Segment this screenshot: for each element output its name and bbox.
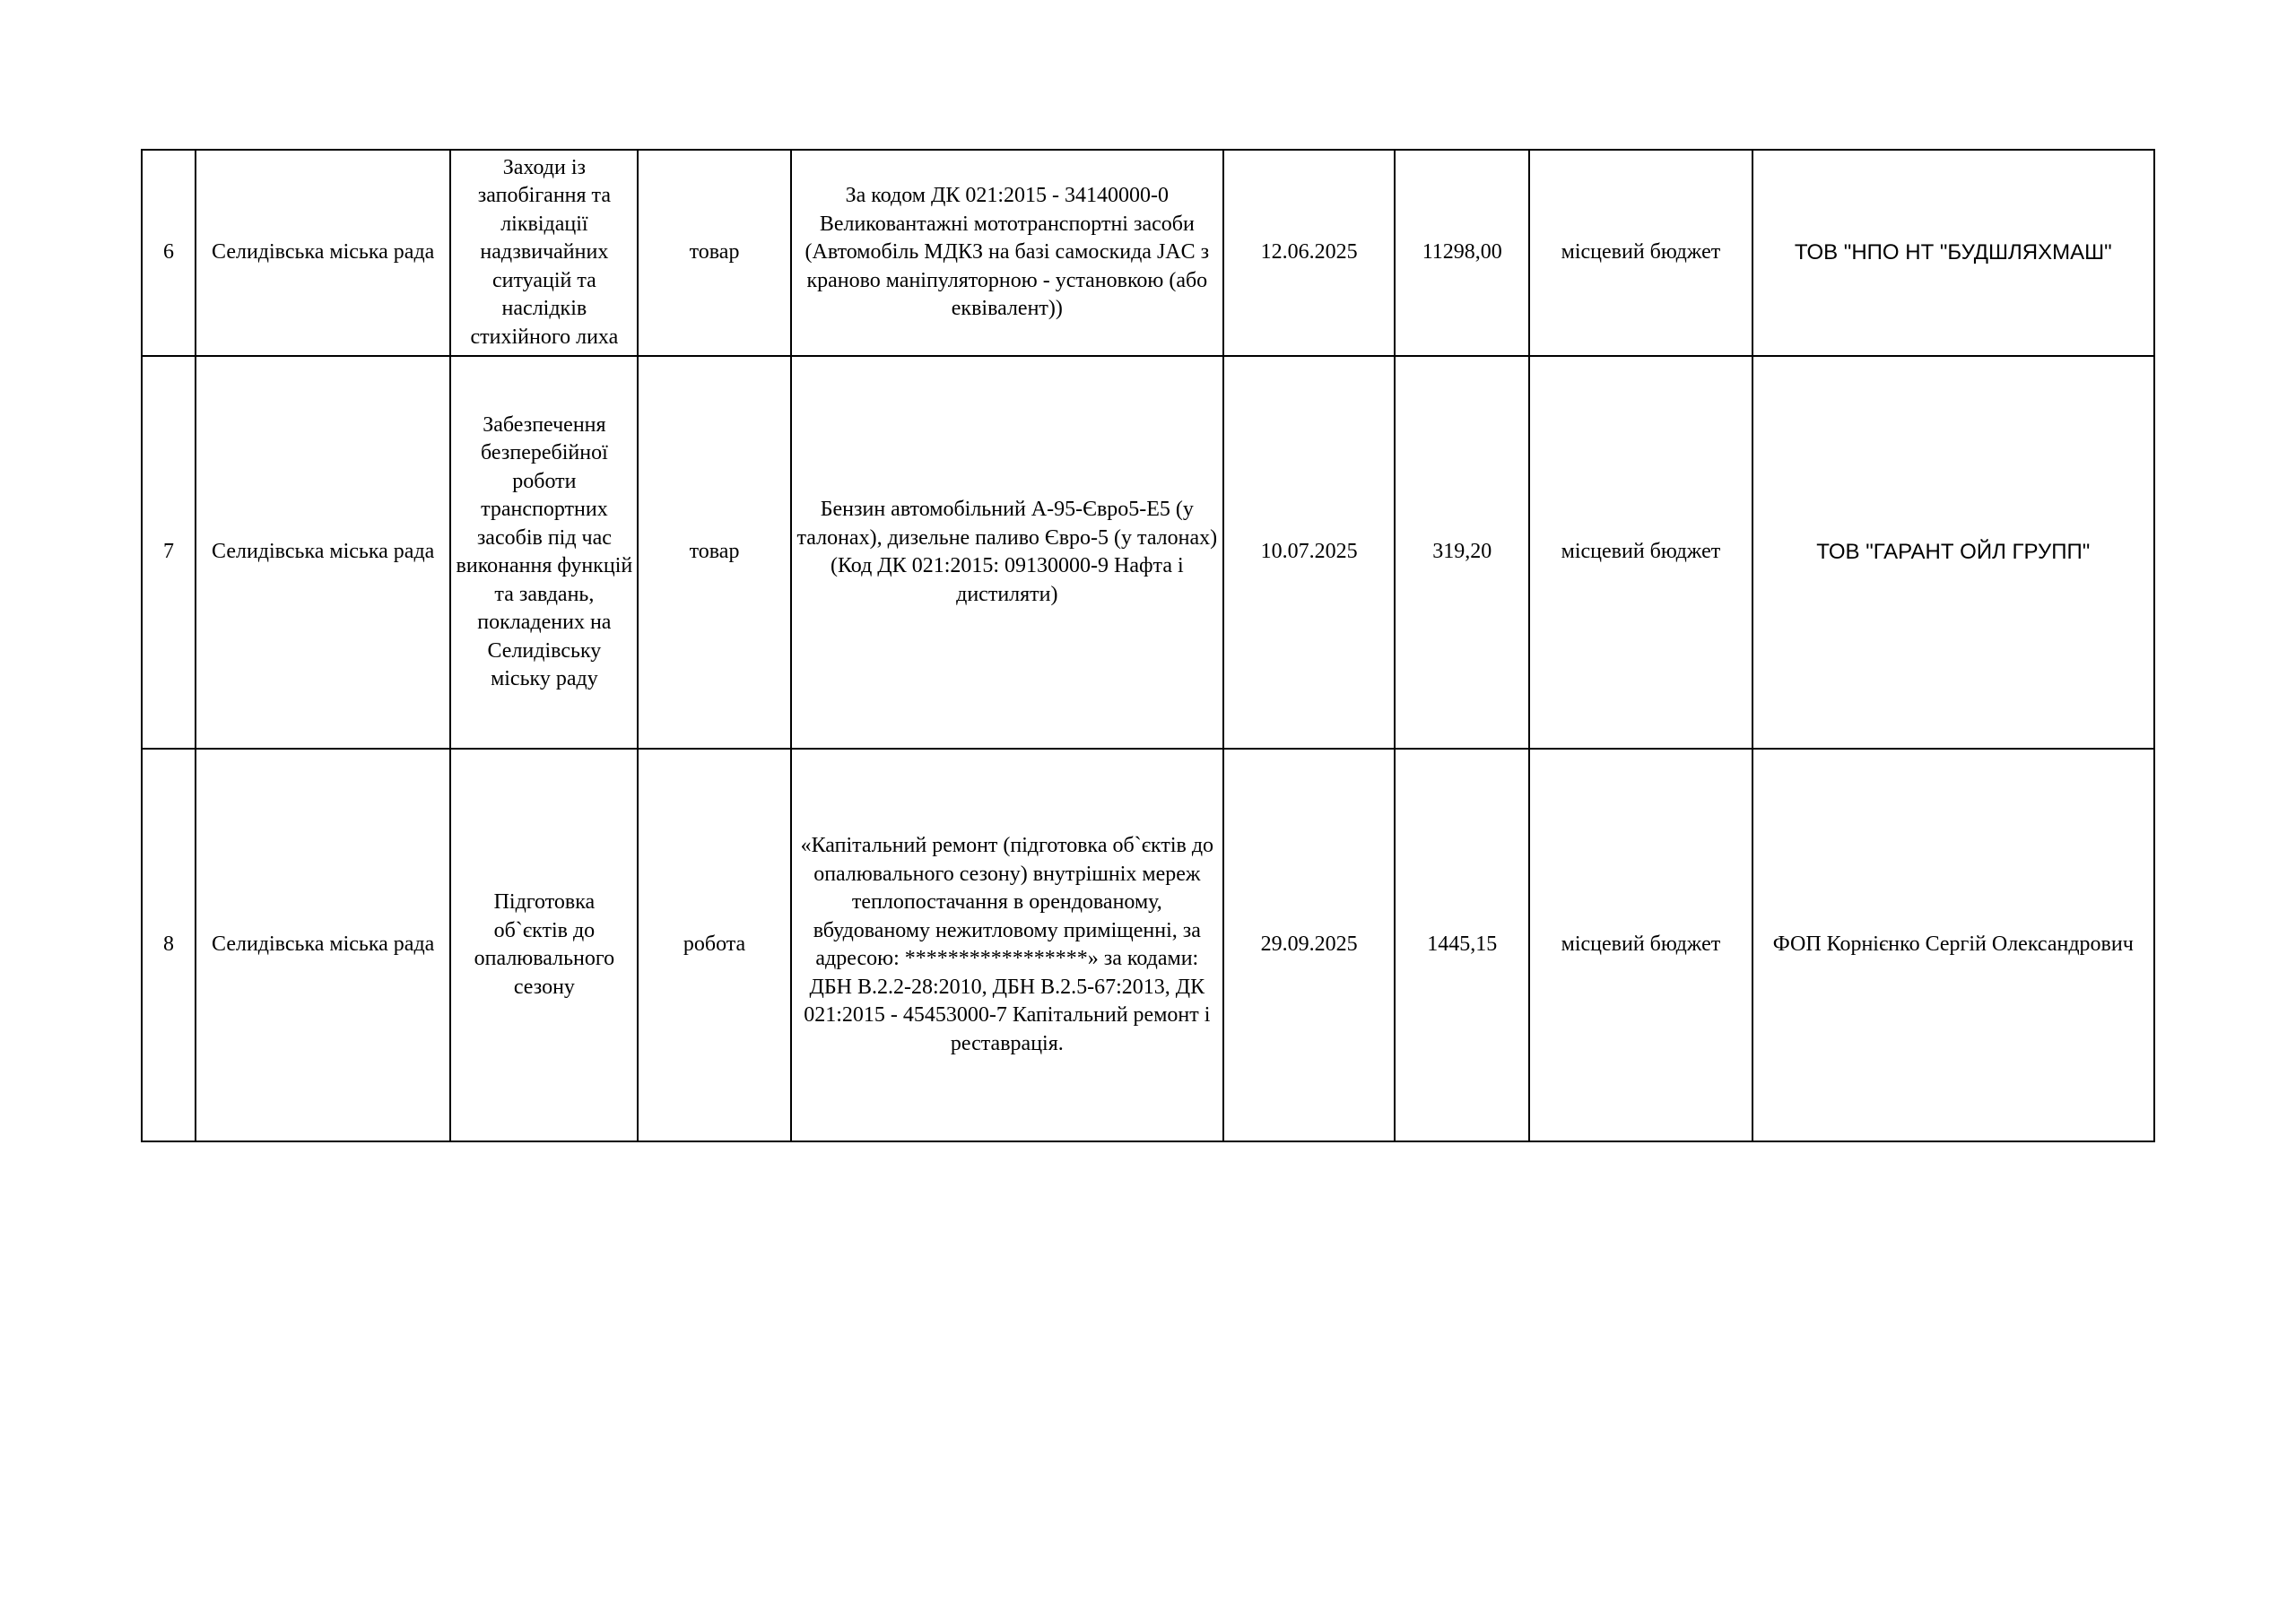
supplier-cell: ФОП Корнієнко Сергій Олександрович — [1752, 749, 2154, 1141]
row-number-cell: 8 — [142, 749, 196, 1141]
description-cell: Бензин автомобільний А-95-Євро5-Е5 (у талонах), дизельне паливо Євро-5 (у талонах) (Код ДК 021:2015: 09130000-9 Нафта і дистиляти) — [791, 356, 1223, 749]
date-cell: 12.06.2025 — [1223, 150, 1395, 356]
funding-cell: місцевий бюджет — [1529, 356, 1752, 749]
supplier-cell: ТОВ "НПО НТ "БУДШЛЯХМАШ" — [1752, 150, 2154, 356]
purpose-cell: Забезпечення безперебійної роботи транспортних засобів під час виконання функцій та завдань, покладених на Селидівську міську раду — [450, 356, 638, 749]
table-row — [142, 749, 2154, 1141]
date-cell: 10.07.2025 — [1223, 356, 1395, 749]
row-number-cell: 7 — [142, 356, 196, 749]
description-cell: За кодом ДК 021:2015 - 34140000-0 Великовантажні мототранспортні засоби (Автомобіль МДКЗ на базі самоскида JAC з краново маніпуляторною - установкою (або еквівалент)) — [791, 150, 1223, 356]
description-cell: «Капітальний ремонт (підготовка об`єктів до опалювального сезону) внутрішніх мереж теплопостачання в орендованому, вбудованому нежитловому приміщенні, за адресою: *****************» за кодами: ДБН В.2.2-28:2010, ДБН В.2.5-67:2013, ДК 021:2015 - 45453000-7 Капітальний ремонт і реставрація. — [791, 749, 1223, 1141]
organization-cell: Селидівська міська рада — [196, 356, 450, 749]
table-row — [142, 356, 2154, 749]
purpose-cell: Підготовка об`єктів до опалювального сезону — [450, 749, 638, 1141]
row-number-cell: 6 — [142, 150, 196, 356]
type-cell: товар — [638, 356, 790, 749]
funding-cell: місцевий бюджет — [1529, 749, 1752, 1141]
type-cell: робота — [638, 749, 790, 1141]
procurement-table — [141, 149, 2155, 1142]
funding-cell: місцевий бюджет — [1529, 150, 1752, 356]
amount-cell: 11298,00 — [1395, 150, 1529, 356]
organization-cell: Селидівська міська рада — [196, 150, 450, 356]
supplier-cell: ТОВ "ГАРАНТ ОЙЛ ГРУПП" — [1752, 356, 2154, 749]
amount-cell: 319,20 — [1395, 356, 1529, 749]
purpose-cell: Заходи із запобігання та ліквідації надзвичайних ситуацій та наслідків стихійного лиха — [450, 150, 638, 356]
table-row — [142, 150, 2154, 356]
type-cell: товар — [638, 150, 790, 356]
organization-cell: Селидівська міська рада — [196, 749, 450, 1141]
amount-cell: 1445,15 — [1395, 749, 1529, 1141]
date-cell: 29.09.2025 — [1223, 749, 1395, 1141]
